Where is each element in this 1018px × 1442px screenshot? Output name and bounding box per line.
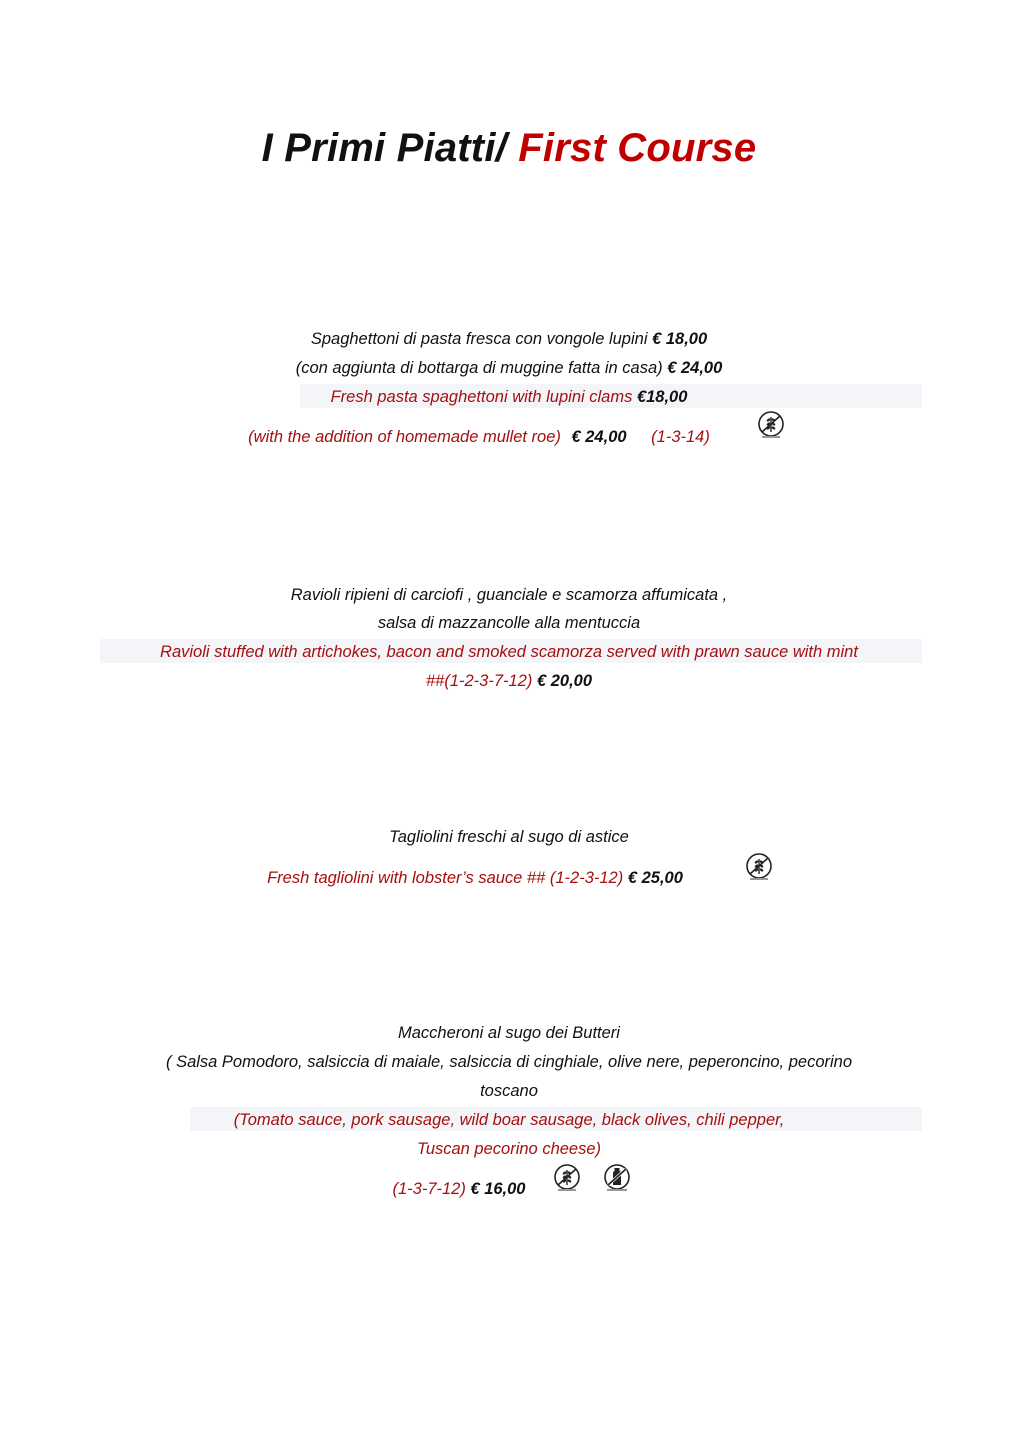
wheat-crossed-icon — [744, 852, 774, 882]
title-italian: I Primi Piatti/ — [261, 126, 507, 170]
allergen-codes: ##(1-2-3-7-12) — [425, 672, 533, 690]
dish-english-line: Ravioli stuffed with artichokes, bacon and smoked scamorza served with prawn sauce with mint — [160, 643, 858, 661]
allergen-codes: (1-3-14) — [651, 428, 710, 446]
allergen-codes: (1-3-7-12) — [392, 1180, 466, 1198]
dish-description-en: Fresh tagliolini with lobster’s sauce ## (1-2-3-12) — [267, 869, 624, 887]
dish-english-line — [0, 386, 1018, 408]
dish-italian-line: Tagliolini freschi al sugo di astice — [389, 828, 629, 846]
dish-description-en: Fresh pasta spaghettoni with lupini clams — [330, 388, 633, 406]
title-english: First Course — [518, 126, 757, 170]
dish-price: € 24,00 — [667, 359, 723, 377]
dish-english-line — [0, 670, 1018, 692]
dish-italian-line: Maccheroni al sugo dei Butteri — [398, 1024, 620, 1042]
dish-italian-line: salsa di mazzancolle alla mentuccia — [377, 614, 641, 632]
dish-italian-line — [0, 328, 1018, 350]
milk-bottle-crossed-icon — [602, 1163, 632, 1193]
dish-italian-line: Ravioli ripieni di carciofi , guanciale e scamorza affumicata , — [290, 586, 728, 604]
dish-english-line — [0, 426, 988, 448]
dish-italian-line — [0, 357, 1018, 379]
dish-english-line: Tuscan pecorino cheese) — [416, 1140, 602, 1158]
dish-price: € 18,00 — [652, 330, 708, 348]
dish-price: € 16,00 — [470, 1180, 526, 1198]
dish-price: € 20,00 — [536, 672, 593, 690]
wheat-crossed-icon — [552, 1163, 582, 1193]
dish-description: (con aggiunta di bottarga di muggine fatta in casa) — [295, 359, 663, 377]
dish-english-line — [0, 1178, 968, 1200]
dish-italian-line: ( Salsa Pomodoro, salsiccia di maiale, salsiccia di cinghiale, olive nere, peperoncino, pecorino — [165, 1053, 853, 1071]
dish-description-en: (with the addition of homemade mullet roe) — [248, 428, 561, 446]
dish-price: €18,00 — [636, 388, 688, 406]
dish-english-line: (Tomato sauce, pork sausage, wild boar sausage, black olives, chili pepper, — [233, 1111, 785, 1129]
wheat-crossed-icon — [756, 410, 786, 440]
dish-price: € 24,00 — [571, 428, 627, 446]
dish-price: € 25,00 — [627, 869, 683, 887]
dish-english-line — [0, 867, 984, 889]
page-title — [0, 126, 1018, 171]
dish-italian-line: toscano — [480, 1082, 538, 1100]
dish-description: Spaghettoni di pasta fresca con vongole lupini — [310, 330, 648, 348]
